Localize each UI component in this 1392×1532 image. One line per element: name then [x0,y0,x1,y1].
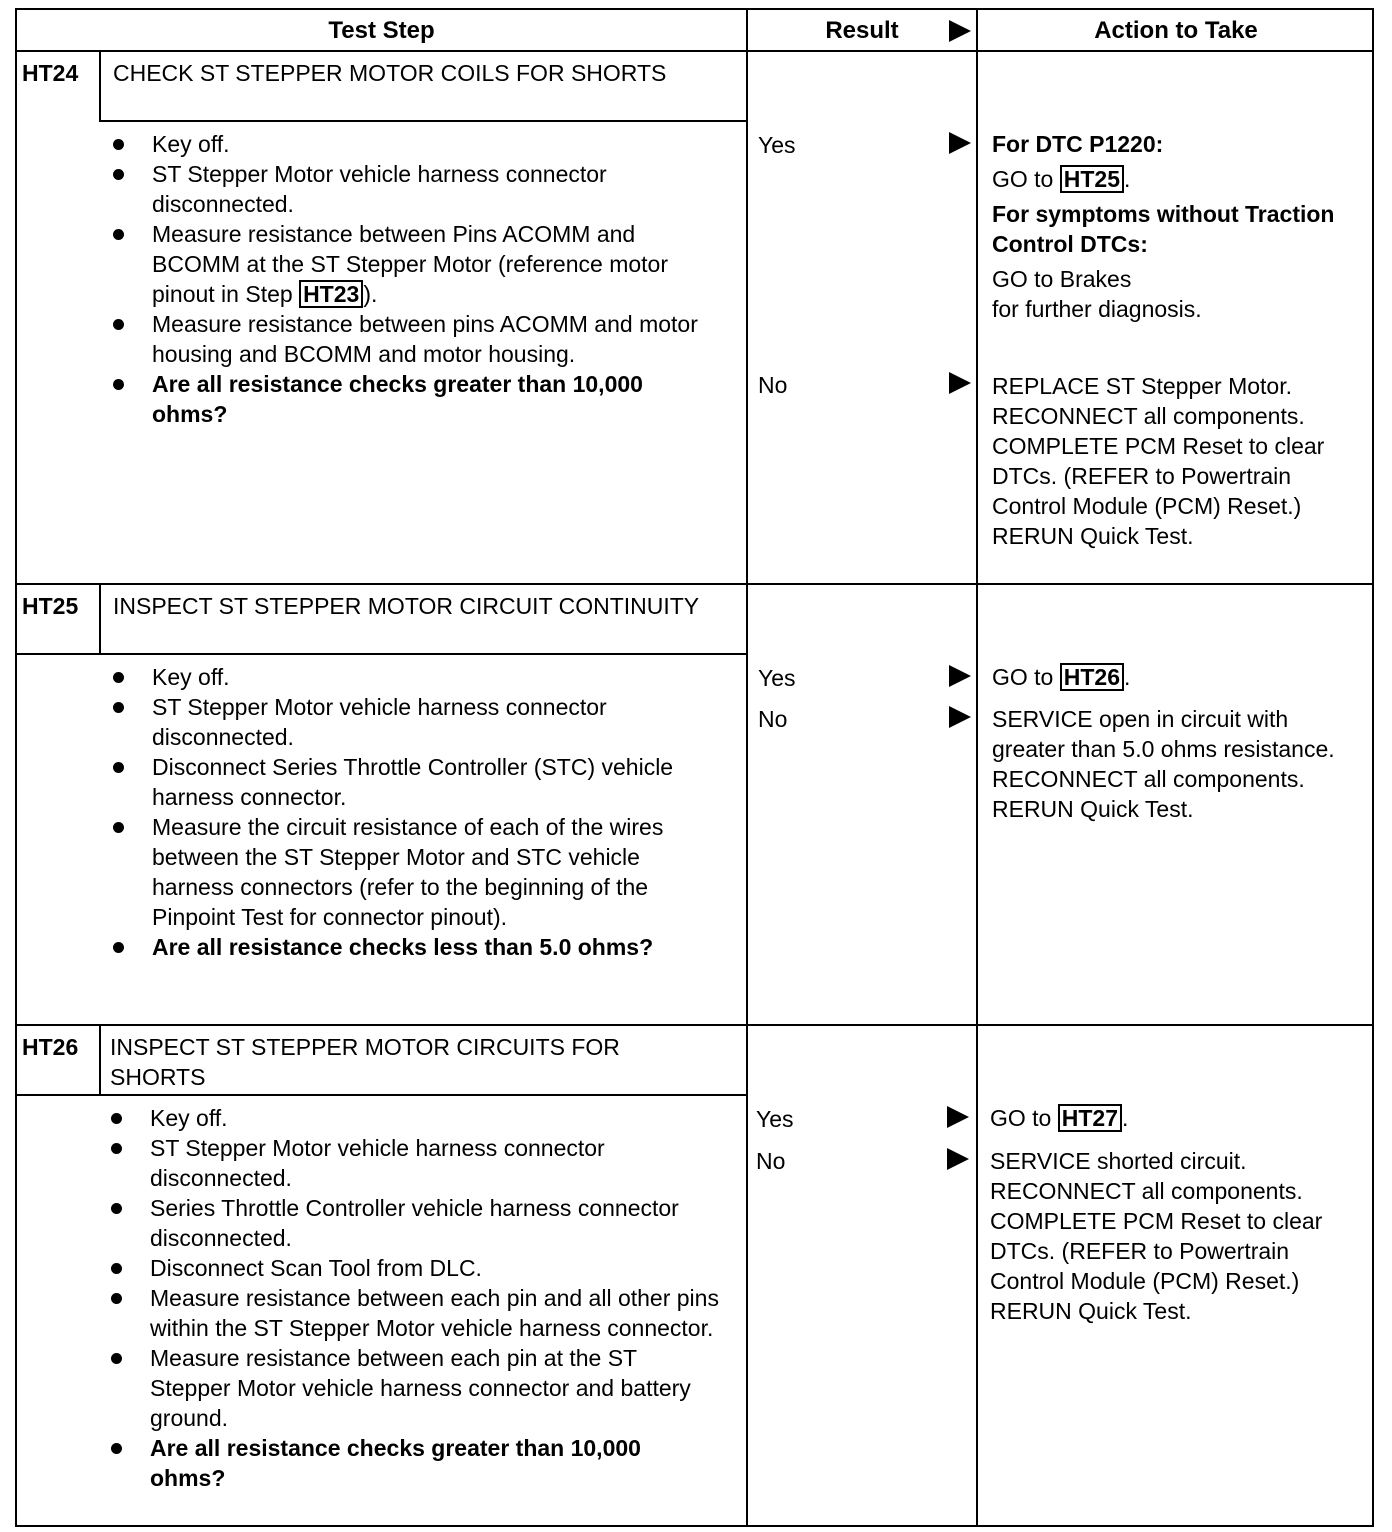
goto-label: GO to [992,166,1060,192]
goto-link[interactable]: HT27 [1058,1104,1122,1132]
no-action: REPLACE ST Stepper Motor. RECONNECT all components. COMPLETE PCM Reset to clear DTCs. (REFER to Powertrain Control Module (PCM) Reset.) RERUN Quick Test. [992,373,1325,549]
arrow-icon [949,665,971,687]
arrow-icon [949,132,971,154]
code-divider [99,585,101,655]
header-arrow-icon [949,20,971,42]
list-item: Measure resistance between each pin at the ST Stepper Motor vehicle harness connector and battery ground. [108,1343,720,1433]
goto-link[interactable]: HT25 [1060,165,1124,193]
list-item: Key off. [110,662,710,692]
step-code: HT24 [22,60,79,86]
yes-action [990,1103,1360,1133]
result-yes: Yes [758,132,796,158]
action-text: GO to Brakes [992,266,1132,292]
step-title: CHECK ST STEPPER MOTOR COILS FOR SHORTS [113,60,667,86]
step-bullets [108,1103,720,1493]
list-item: Are all resistance checks greater than 10,000 ohms? [108,1433,720,1493]
column-divider [976,10,978,1525]
step-bullets [110,129,710,429]
list-item: Series Throttle Controller vehicle harness connector disconnected. [108,1193,720,1253]
list-item [110,219,710,309]
list-item: Are all resistance checks greater than 10,000 ohms? [110,369,710,429]
arrow-icon [949,706,971,728]
list-item: Measure resistance between each pin and all other pins within the ST Stepper Motor vehicle harness connector. [108,1283,720,1343]
code-divider [99,52,101,122]
goto-suffix: . [1122,1105,1129,1131]
goto-label: GO to [992,664,1060,690]
row-divider [17,583,1372,585]
list-item: Disconnect Scan Tool from DLC. [108,1253,720,1283]
action-goto [992,164,1362,194]
action-text: for further diagnosis. [992,296,1202,322]
result-yes: Yes [758,665,796,691]
bullet-text: Measure resistance between Pins ACOMM and BCOMM at the ST Stepper Motor (reference motor pinout in Step [152,221,668,307]
goto-suffix: . [1124,166,1131,192]
column-divider [746,10,748,1525]
yes-action [992,129,1362,324]
step-title: INSPECT ST STEPPER MOTOR CIRCUITS FOR SHORTS [110,1034,620,1090]
step-bullets [110,662,710,962]
title-divider [17,653,746,655]
header-divider [17,50,1372,52]
list-item: Disconnect Series Throttle Controller (STC) vehicle harness connector. [110,752,710,812]
list-item: Key off. [108,1103,720,1133]
action-heading: For symptoms without Traction Control DTCs: [992,201,1335,257]
result-no: No [756,1148,786,1174]
step-code: HT25 [22,593,79,619]
arrow-icon [947,1106,969,1128]
no-action: SERVICE shorted circuit. RECONNECT all components. COMPLETE PCM Reset to clear DTCs. (REFER to Powertrain Control Module (PCM) Reset.) RERUN Quick Test. [990,1148,1323,1324]
result-yes: Yes [756,1106,794,1132]
list-item: Are all resistance checks less than 5.0 ohms? [110,932,710,962]
header-test-step: Test Step [328,17,435,44]
title-divider [17,1094,746,1096]
goto-link[interactable]: HT26 [1060,663,1124,691]
list-item: Measure resistance between pins ACOMM and motor housing and BCOMM and motor housing. [110,309,710,369]
arrow-icon [947,1148,969,1170]
list-item: Key off. [110,129,710,159]
diagnostic-table [15,8,1374,1527]
result-no: No [758,372,788,398]
step-ref-link[interactable]: HT23 [299,280,363,308]
list-item: ST Stepper Motor vehicle harness connector disconnected. [108,1133,720,1193]
title-divider [99,120,746,122]
list-item: ST Stepper Motor vehicle harness connector disconnected. [110,692,710,752]
step-title: INSPECT ST STEPPER MOTOR CIRCUIT CONTINUITY [113,593,700,619]
header-result: Result [825,17,899,44]
code-divider [99,1026,101,1096]
yes-action [992,662,1362,692]
goto-suffix: . [1124,664,1131,690]
step-code: HT26 [22,1034,79,1060]
goto-label: GO to [990,1105,1058,1131]
bullet-suffix: ). [363,281,378,307]
result-no: No [758,706,788,732]
row-divider [17,1024,1372,1026]
list-item: Measure the circuit resistance of each of the wires between the ST Stepper Motor and STC vehicle harness connectors (refer to the beginning of the Pinpoint Test for connector pinout). [110,812,710,932]
list-item: ST Stepper Motor vehicle harness connector disconnected. [110,159,710,219]
action-heading: For DTC P1220: [992,131,1164,157]
arrow-icon [949,372,971,394]
no-action: SERVICE open in circuit with greater than 5.0 ohms resistance. RECONNECT all components. RERUN Quick Test. [992,706,1335,822]
header-action: Action to Take [1094,17,1258,44]
